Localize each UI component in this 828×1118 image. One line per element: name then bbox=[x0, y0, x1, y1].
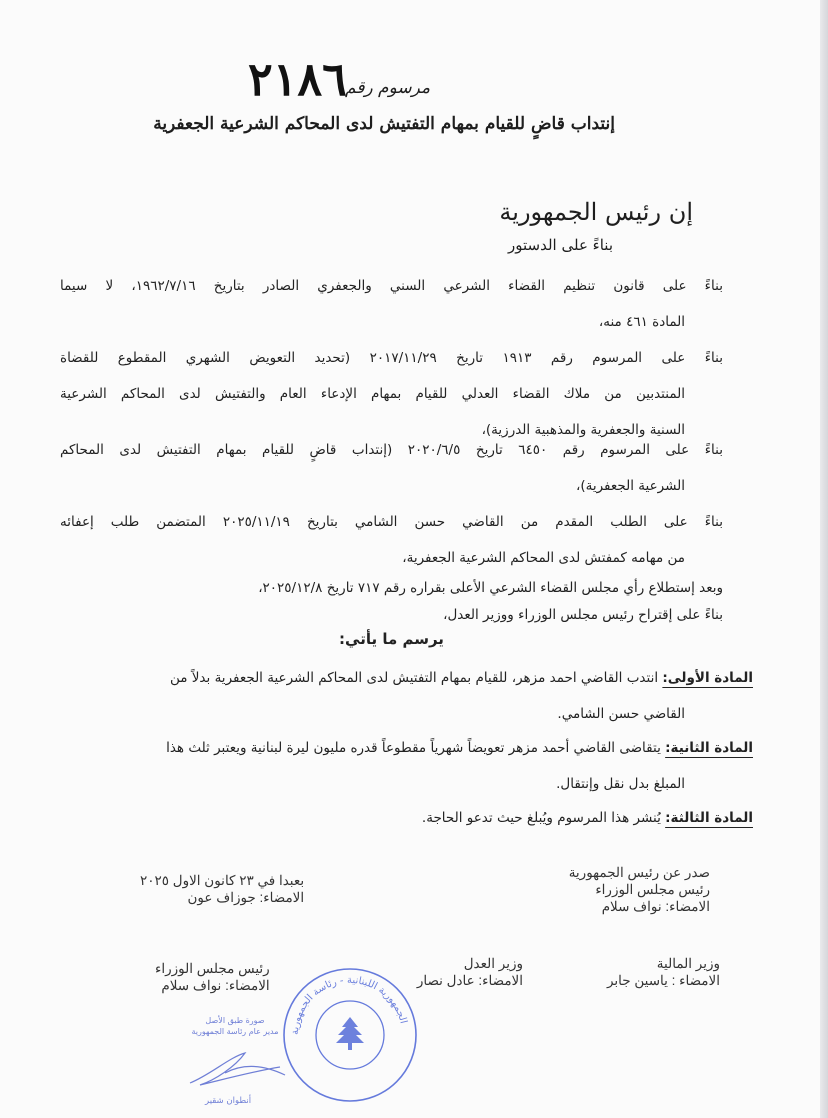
preamble-paragraph bbox=[60, 432, 723, 504]
text-line: بناءً على المرسوم رقم ١٩١٣ تاريخ ٢٠١٧/١١/٢٩ (تحديد التعويض الشهري المقطوع للقضاة bbox=[60, 350, 723, 366]
article-1 bbox=[50, 660, 753, 732]
text-line: بناءً على الطلب المقدم من القاضي حسن الشامي بتاريخ ٢٠٢٥/١١/١٩ المتضمن طلب إعفائه bbox=[60, 514, 723, 530]
preamble-paragraph bbox=[60, 268, 723, 340]
article-text: القاضي حسن الشامي. bbox=[557, 706, 685, 722]
article-3 bbox=[50, 800, 753, 836]
article-label: المادة الثالثة: bbox=[665, 810, 753, 826]
article-text: انتدب القاضي احمد مزهر، للقيام بمهام التفتيش لدى المحاكم الشرعية الجعفرية بدلاً من bbox=[169, 670, 659, 686]
constitution-line: بناءً على الدستور bbox=[508, 236, 613, 254]
justice-minister-block bbox=[417, 955, 523, 989]
director-title: مدير عام رئاسة الجمهورية bbox=[191, 1027, 279, 1036]
text-line: الشرعية الجعفرية)، bbox=[575, 478, 685, 494]
stamp-text: الجمهورية اللبنانية - رئاسة الجمهورية bbox=[289, 974, 409, 1036]
article-text: يُنشر هذا المرسوم ويُبلغ حيث تدعو الحاجة. bbox=[421, 810, 661, 826]
pm-title: رئيس مجلس الوزراء bbox=[595, 882, 710, 897]
decrees-heading: يرسم ما يأتي: bbox=[339, 630, 444, 648]
official-stamp bbox=[280, 965, 420, 1105]
aide-name: أنطوان شقير bbox=[205, 1096, 252, 1106]
text-line: بناءً على إقتراح رئيس مجلس الوزراء ووزير العدل، bbox=[443, 607, 723, 623]
issuer-signature-block bbox=[569, 864, 710, 915]
issued-by: صدر عن رئيس الجمهورية bbox=[568, 865, 710, 880]
preamble-paragraph bbox=[60, 504, 723, 576]
text-line: المنتدبين من ملاك القضاء العدلي للقيام بمهام الإدعاء العام والتفتيش لدى المحاكم الشرعية bbox=[60, 386, 685, 402]
issuer-heading: إن رئيس الجمهورية bbox=[499, 198, 693, 226]
article-label: المادة الأولى: bbox=[662, 670, 753, 686]
article-2 bbox=[50, 730, 753, 802]
text-line: من مهامه كمفتش لدى المحاكم الشرعية الجعفرية، bbox=[402, 550, 685, 566]
decree-subtitle: إنتداب قاضٍ للقيام بمهام التفتيش لدى المحاكم الشرعية الجعفرية bbox=[153, 114, 615, 134]
certified-copy-label: صورة طبق الأصل bbox=[205, 1016, 265, 1025]
certification-note bbox=[180, 1015, 290, 1037]
president-signature: الامضاء: جوزاف عون bbox=[187, 890, 305, 905]
cedar-icon bbox=[336, 1017, 364, 1050]
finance-minister-block bbox=[607, 955, 720, 989]
text-line: بناءً على قانون تنظيم القضاء الشرعي السني والجعفري الصادر بتاريخ ١٩٦٢/٧/١٦، لا سيما bbox=[60, 278, 723, 294]
finance-title: وزير المالية bbox=[656, 956, 720, 971]
finance-signature: الامضاء : ياسين جابر bbox=[606, 973, 720, 988]
handwritten-signature bbox=[185, 1045, 295, 1090]
pm2-signature: الامضاء: نواف سلام bbox=[161, 978, 270, 993]
decree-number: ٢١٨٦ bbox=[248, 52, 347, 106]
pm-signature-block bbox=[155, 960, 270, 994]
article-text: يتقاضى القاضي أحمد مزهر تعويضاً شهرياً مقطوعاً قدره مليون ليرة لبنانية ويعتبر ثلث هذا bbox=[166, 740, 661, 756]
pm-signature: الامضاء: نواف سلام bbox=[601, 899, 710, 914]
place-date: بعبدا في ٢٣ كانون الاول ٢٠٢٥ bbox=[140, 873, 305, 888]
pm2-title: رئيس مجلس الوزراء bbox=[155, 961, 270, 976]
article-label: المادة الثانية: bbox=[665, 740, 753, 756]
page-edge bbox=[820, 0, 828, 1118]
president-signature-block bbox=[140, 872, 304, 906]
justice-signature: الامضاء: عادل نصار bbox=[416, 973, 523, 988]
decree-label: مرسوم رقم bbox=[345, 78, 431, 98]
justice-title: وزير العدل bbox=[463, 956, 523, 971]
text-line: وبعد إستطلاع رأي مجلس القضاء الشرعي الأعلى بقراره رقم ٧١٧ تاريخ ٢٠٢٥/١٢/٨، bbox=[258, 580, 723, 596]
article-text: المبلغ بدل نقل وإنتقال. bbox=[556, 776, 685, 792]
text-line: السنية والجعفرية والمذهبية الدرزية)، bbox=[481, 422, 685, 438]
text-line: بناءً على المرسوم رقم ٦٤٥٠ تاريخ ٢٠٢٠/٦/٥ (إنتداب قاضٍ للقيام بمهام التفتيش لدى المحاكم bbox=[60, 442, 723, 458]
text-line: المادة ٤٦١ منه، bbox=[598, 314, 685, 330]
preamble-paragraph bbox=[60, 597, 723, 633]
